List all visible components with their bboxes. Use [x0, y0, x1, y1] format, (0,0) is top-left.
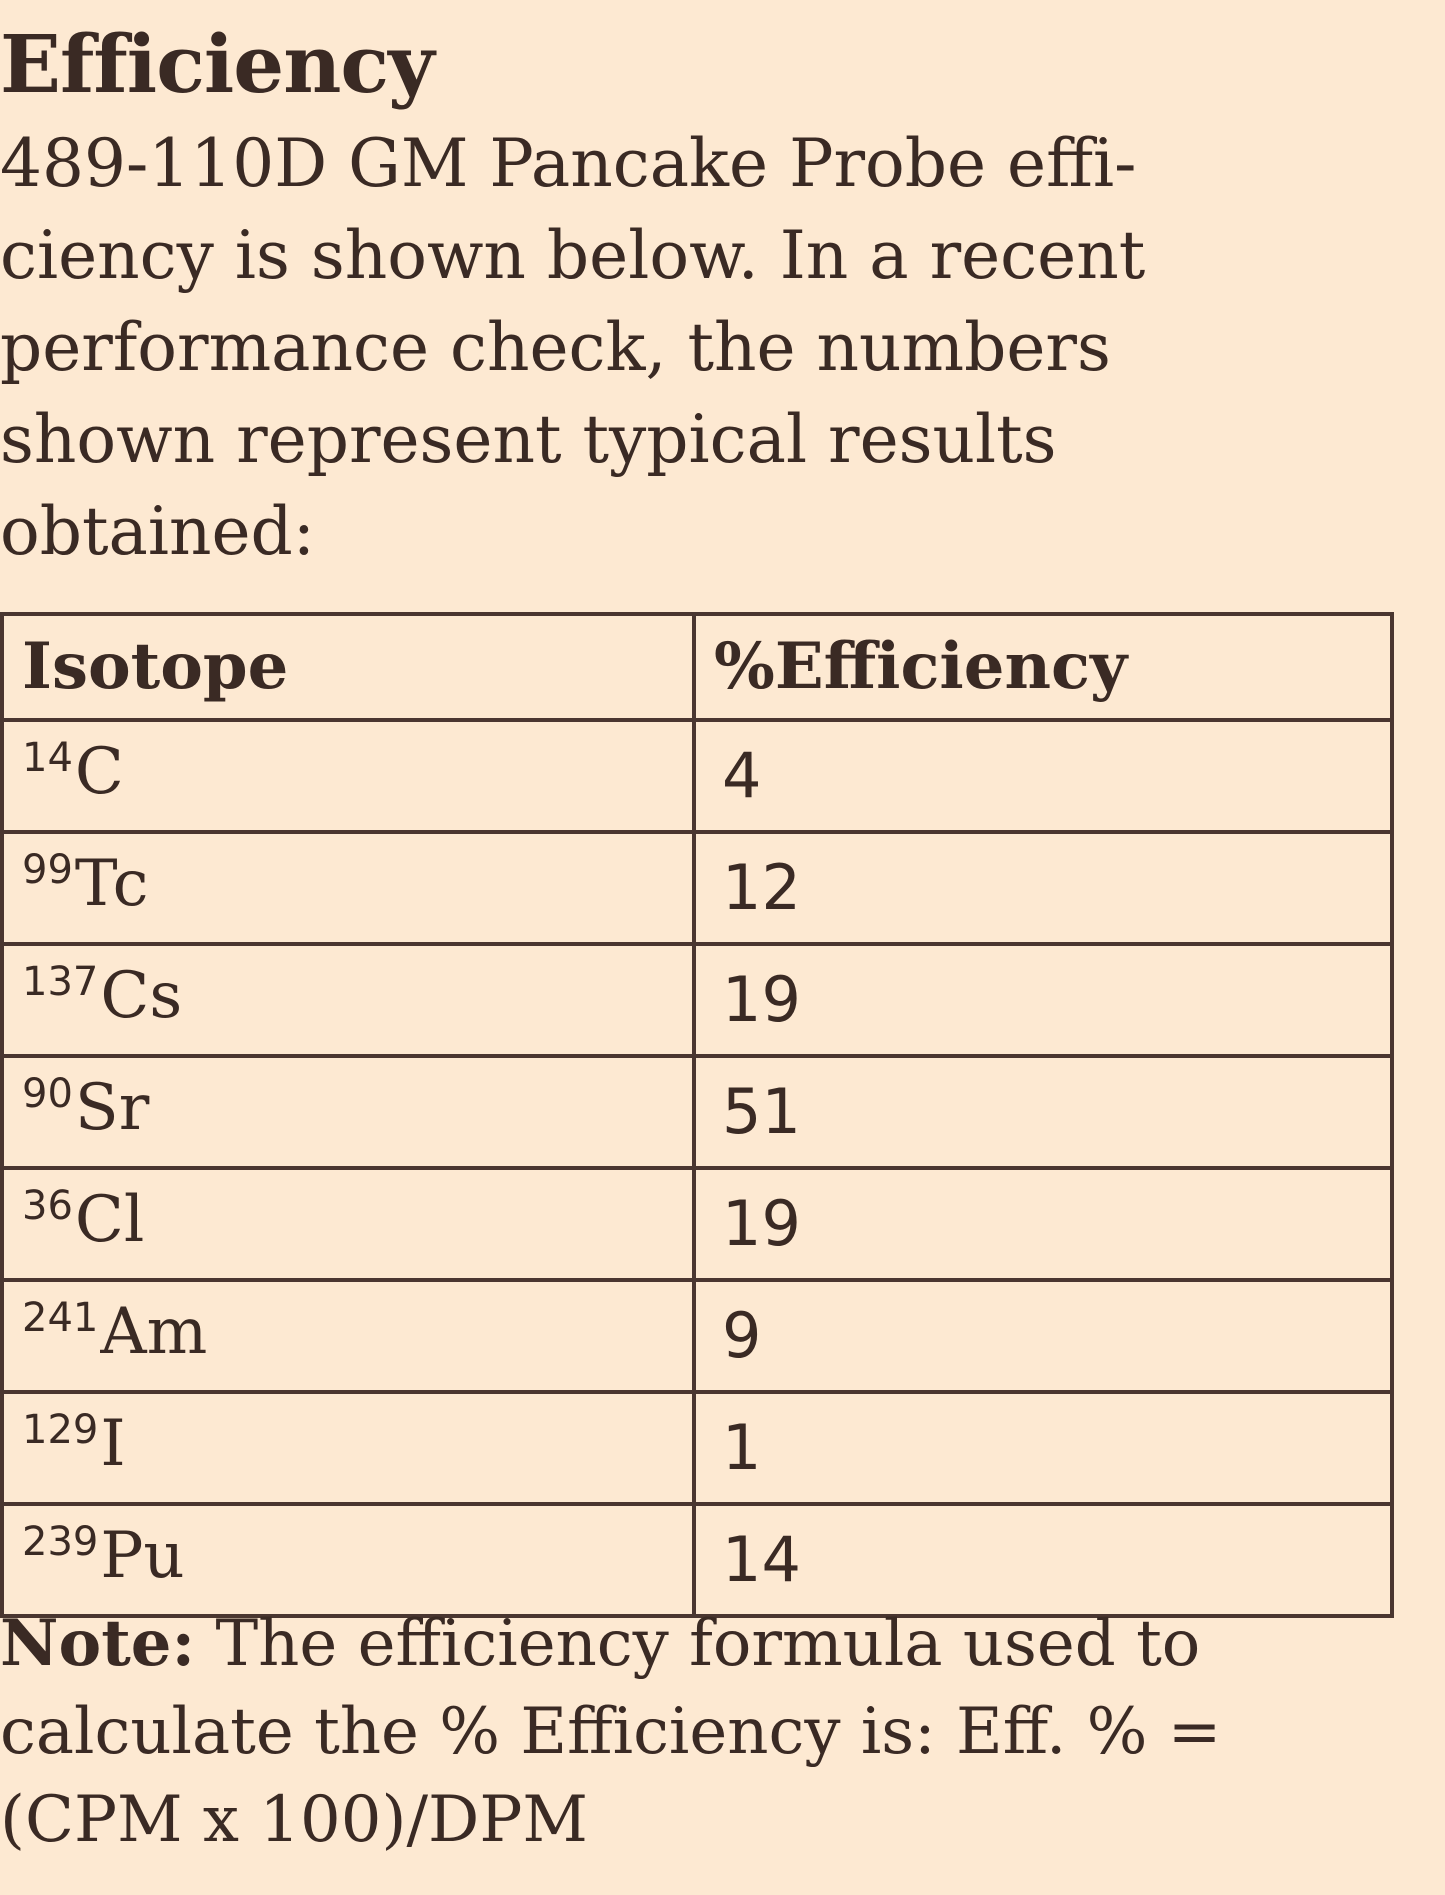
table-row	[2, 1280, 1392, 1392]
table-row	[2, 944, 1392, 1056]
efficiency-cell: 4	[694, 720, 1392, 832]
efficiency-cell: 12	[694, 832, 1392, 944]
table-header-row	[2, 614, 1392, 720]
intro-line: shown represent typical results	[0, 401, 1057, 478]
element-symbol: Am	[100, 1295, 208, 1369]
efficiency-table	[0, 612, 1394, 1618]
efficiency-cell: 51	[694, 1056, 1392, 1168]
element-symbol: Tc	[74, 847, 149, 921]
isotope-cell	[2, 944, 694, 1056]
mass-number: 90	[22, 1071, 73, 1117]
table-row	[2, 832, 1392, 944]
element-symbol: I	[100, 1407, 126, 1481]
note-label: Note:	[0, 1606, 196, 1681]
mass-number: 36	[22, 1183, 73, 1229]
isotope-cell	[2, 832, 694, 944]
intro-line: obtained:	[0, 493, 316, 570]
header-isotope: Isotope	[2, 614, 694, 720]
note-line	[0, 1600, 1440, 1688]
element-symbol: C	[74, 735, 124, 809]
note-line: calculate the % Efficiency is: Eff. % =	[0, 1695, 1222, 1769]
efficiency-cell: 19	[694, 944, 1392, 1056]
efficiency-cell: 19	[694, 1168, 1392, 1280]
efficiency-cell: 9	[694, 1280, 1392, 1392]
isotope-cell	[2, 1392, 694, 1504]
intro-paragraph	[0, 118, 1420, 578]
isotope-cell	[2, 720, 694, 832]
table-row	[2, 1168, 1392, 1280]
mass-number: 137	[22, 959, 99, 1005]
intro-line: ciency is shown below. In a recent	[0, 217, 1146, 294]
mass-number: 241	[22, 1295, 99, 1341]
efficiency-cell: 1	[694, 1392, 1392, 1504]
note-paragraph	[0, 1600, 1440, 1864]
efficiency-cell: 14	[694, 1504, 1392, 1616]
element-symbol: Cs	[100, 959, 183, 1033]
table-row	[2, 720, 1392, 832]
section-title: Efficiency	[0, 17, 434, 111]
mass-number: 14	[22, 735, 73, 781]
mass-number: 99	[22, 847, 73, 893]
intro-line: 489-110D GM Pancake Probe effi-	[0, 125, 1137, 202]
mass-number: 239	[22, 1519, 99, 1565]
table-row	[2, 1392, 1392, 1504]
element-symbol: Pu	[100, 1519, 185, 1593]
note-line: (CPM x 100)/DPM	[0, 1783, 588, 1857]
intro-line: performance check, the numbers	[0, 309, 1111, 386]
isotope-cell	[2, 1168, 694, 1280]
header-efficiency: %Efficiency	[694, 614, 1392, 720]
note-text: The efficiency formula used to	[195, 1607, 1201, 1681]
mass-number: 129	[22, 1407, 99, 1453]
isotope-cell	[2, 1280, 694, 1392]
table-row	[2, 1056, 1392, 1168]
element-symbol: Cl	[74, 1183, 145, 1257]
element-symbol: Sr	[74, 1071, 150, 1145]
isotope-cell	[2, 1056, 694, 1168]
